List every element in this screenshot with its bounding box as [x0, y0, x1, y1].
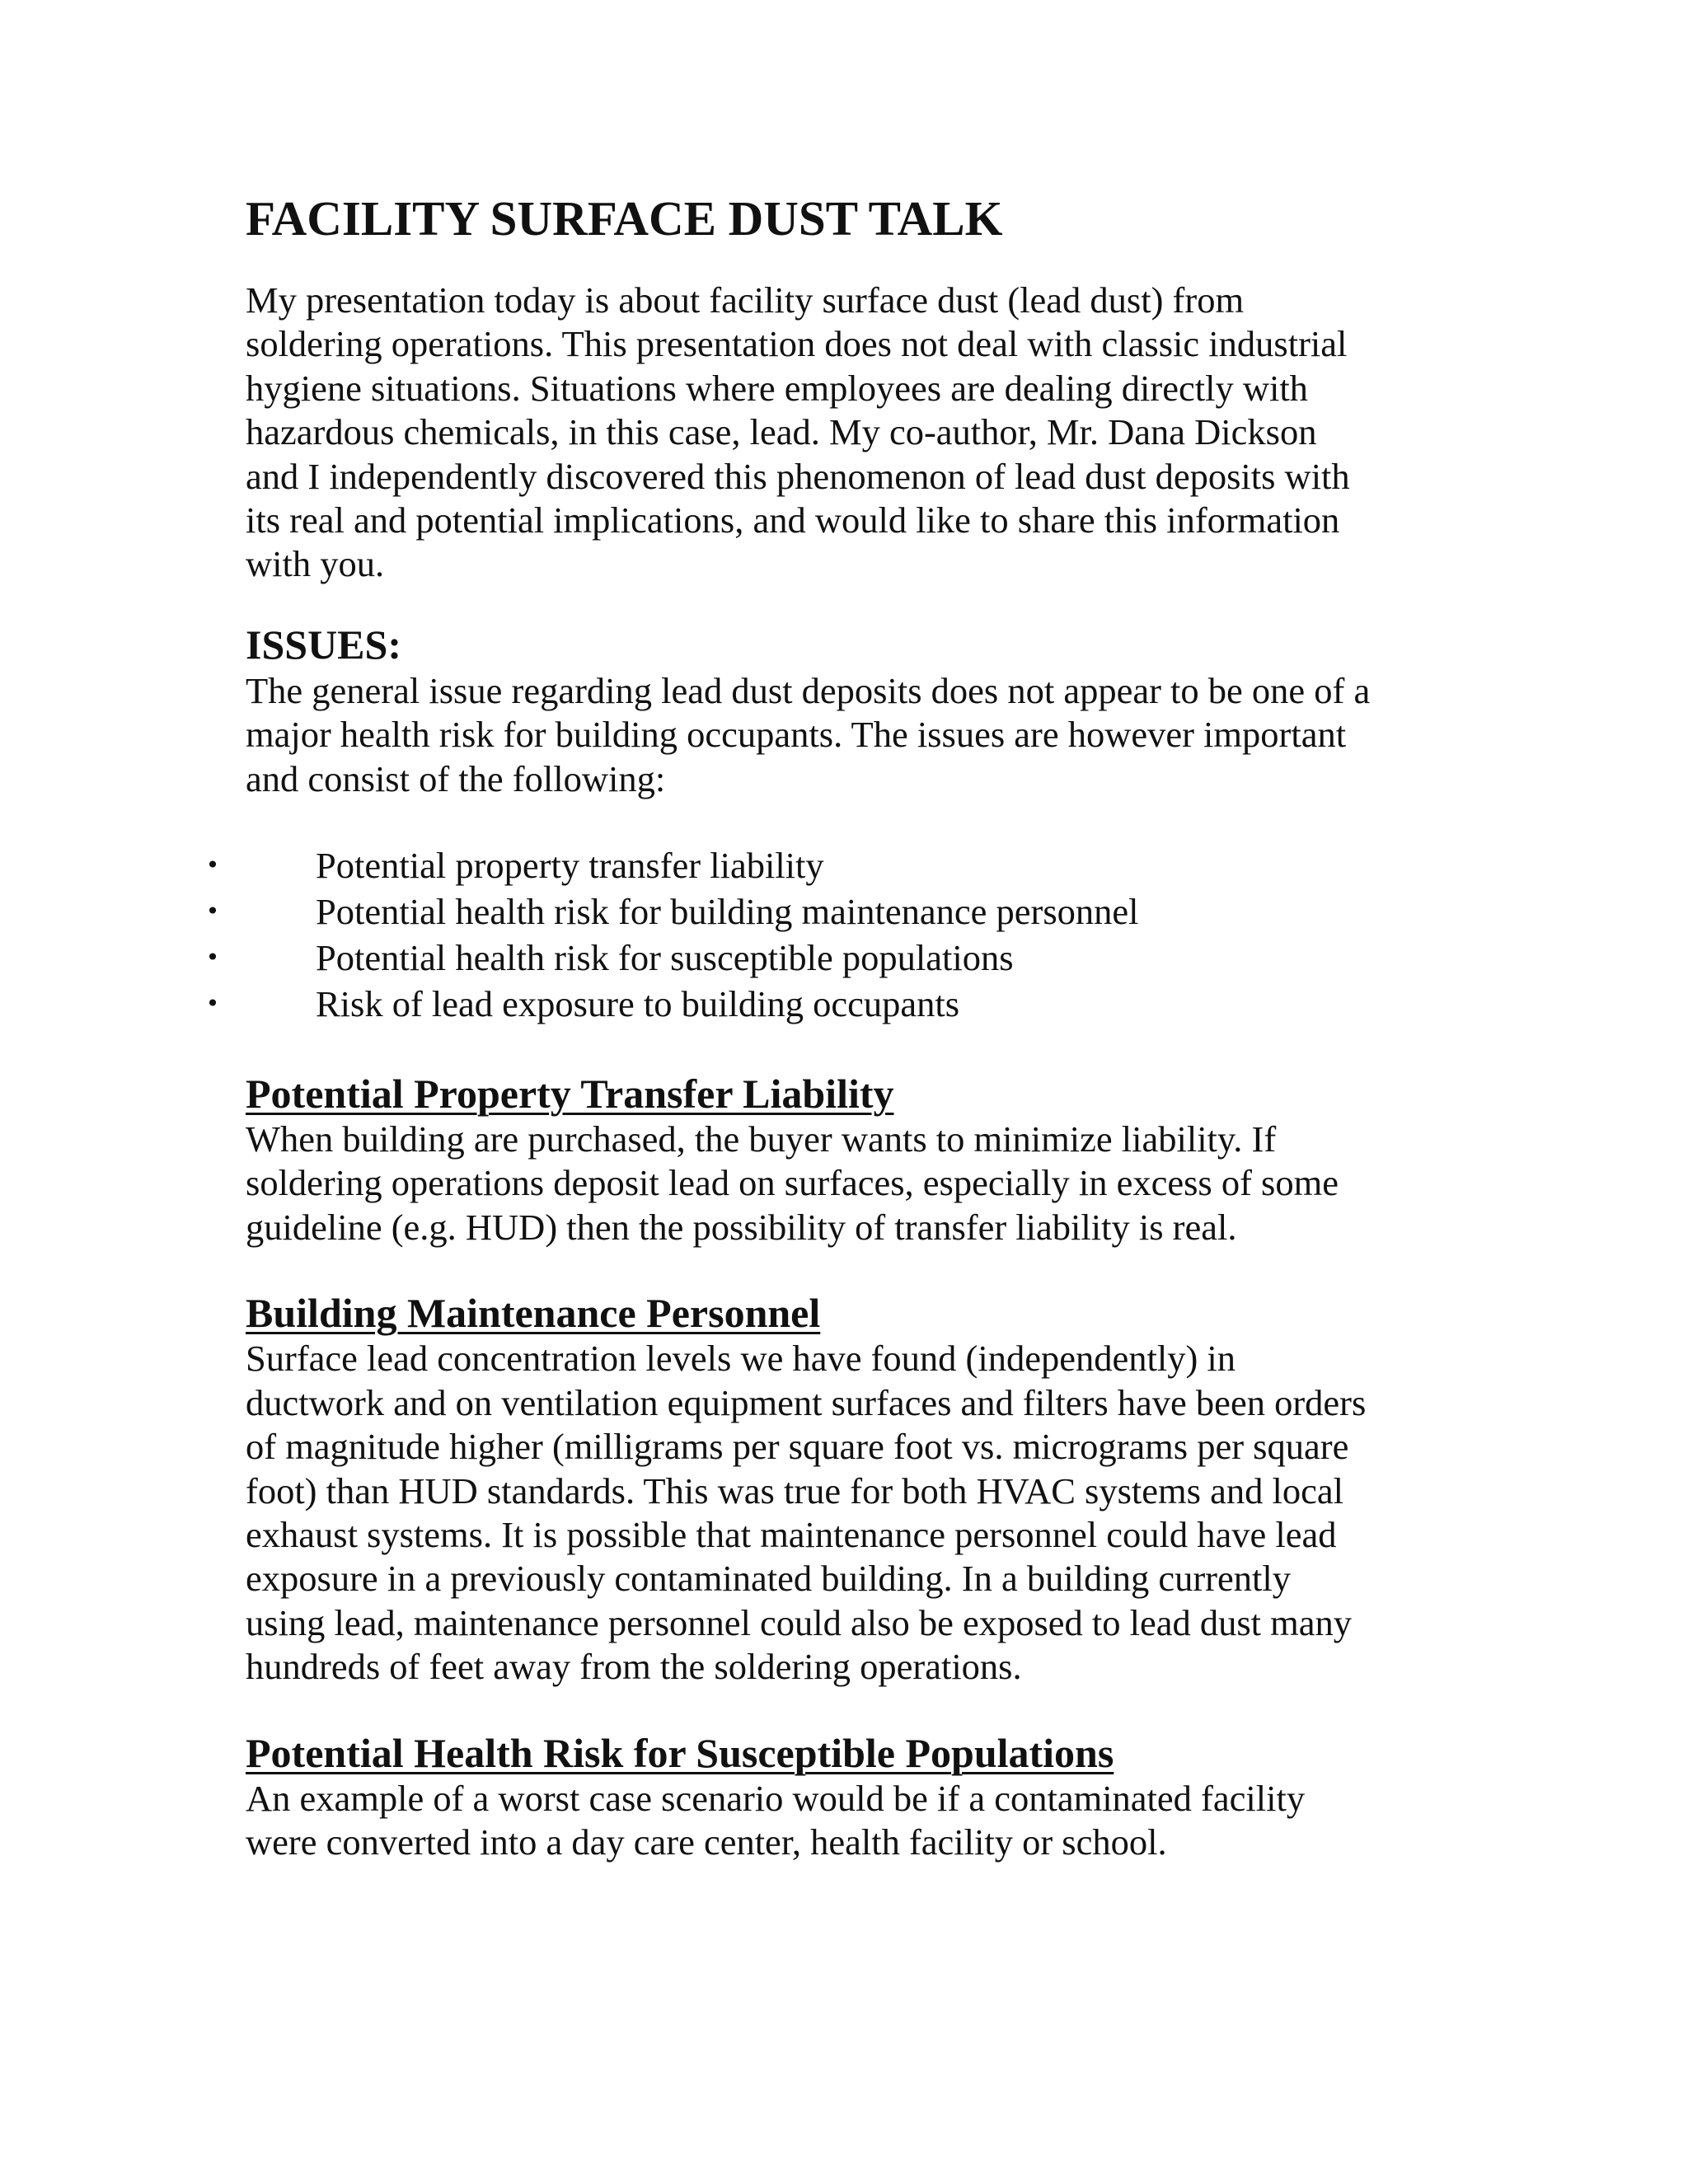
section-line: foot) than HUD standards. This was true for both HVAC systems and local — [246, 1469, 1343, 1511]
document-content — [205, 190, 1441, 1864]
section-line: hundreds of feet away from the soldering operations. — [246, 1646, 1022, 1688]
bullet-text: Potential health risk for building maintenance personnel — [316, 891, 1139, 933]
bullet-text: Potential property transfer liability — [316, 845, 824, 887]
section-line: guideline (e.g. HUD) then the possibility of transfer liability is real. — [246, 1206, 1237, 1248]
bullet-icon: • — [205, 851, 220, 879]
issues-heading: ISSUES: — [246, 621, 401, 668]
intro-line: hygiene situations. Situations where employees are dealing directly with — [246, 367, 1308, 409]
issues-bullet-list — [205, 842, 1441, 1027]
section-line: ductwork and on ventilation equipment surfaces and filters have been orders — [246, 1381, 1367, 1423]
section-line: exhaust systems. It is possible that maintenance personnel could have lead — [246, 1513, 1337, 1555]
section-line: When building are purchased, the buyer wants to minimize liability. If — [246, 1118, 1277, 1160]
intro-line: its real and potential implications, and would like to share this information — [246, 499, 1340, 541]
intro-line: with you. — [246, 543, 385, 585]
section-paragraph-maintenance-personnel — [246, 1337, 1441, 1689]
section-line: were converted into a day care center, health facility or school. — [246, 1821, 1167, 1863]
intro-paragraph — [246, 279, 1441, 587]
document-title: FACILITY SURFACE DUST TALK — [246, 191, 1003, 246]
bullet-item — [205, 888, 1441, 935]
issues-line: The general issue regarding lead dust deposits does not appear to be one of a — [246, 669, 1371, 711]
section-line: Surface lead concentration levels we have found (independently) in — [246, 1338, 1236, 1380]
section-line: using lead, maintenance personnel could also be exposed to lead dust many — [246, 1601, 1353, 1643]
section-heading-property-transfer: Potential Property Transfer Liability — [246, 1071, 894, 1118]
section-line: exposure in a previously contaminated building. In a building currently — [246, 1558, 1291, 1600]
intro-line: My presentation today is about facility surface dust (lead dust) from — [246, 279, 1245, 321]
bullet-icon: • — [205, 990, 220, 1018]
issues-paragraph — [246, 669, 1441, 801]
issues-line: and consist of the following: — [246, 757, 666, 799]
section-paragraph-susceptible-populations — [246, 1777, 1441, 1865]
section-heading-maintenance-personnel: Building Maintenance Personnel — [246, 1290, 821, 1337]
section-line: soldering operations deposit lead on surfaces, especially in excess of some — [246, 1162, 1339, 1204]
intro-line: soldering operations. This presentation does not deal with classic industrial — [246, 323, 1348, 365]
bullet-icon: • — [205, 944, 220, 972]
issues-line: major health risk for building occupants. The issues are however important — [246, 714, 1347, 756]
bullet-item — [205, 842, 1441, 888]
section-line: An example of a worst case scenario would be if a contaminated facility — [246, 1777, 1306, 1819]
bullet-icon: • — [205, 898, 220, 926]
bullet-item — [205, 981, 1441, 1027]
intro-line: hazardous chemicals, in this case, lead. My co-author, Mr. Dana Dickson — [246, 411, 1317, 453]
intro-line: and I independently discovered this phenomenon of lead dust deposits with — [246, 455, 1350, 497]
bullet-item — [205, 935, 1441, 981]
section-line: of magnitude higher (milligrams per square foot vs. micrograms per square — [246, 1426, 1349, 1468]
bullet-text: Risk of lead exposure to building occupants — [316, 983, 960, 1025]
section-paragraph-property-transfer — [246, 1118, 1441, 1249]
section-heading-susceptible-populations: Potential Health Risk for Susceptible Populations — [246, 1729, 1114, 1776]
bullet-text: Potential health risk for susceptible populations — [316, 937, 1014, 979]
